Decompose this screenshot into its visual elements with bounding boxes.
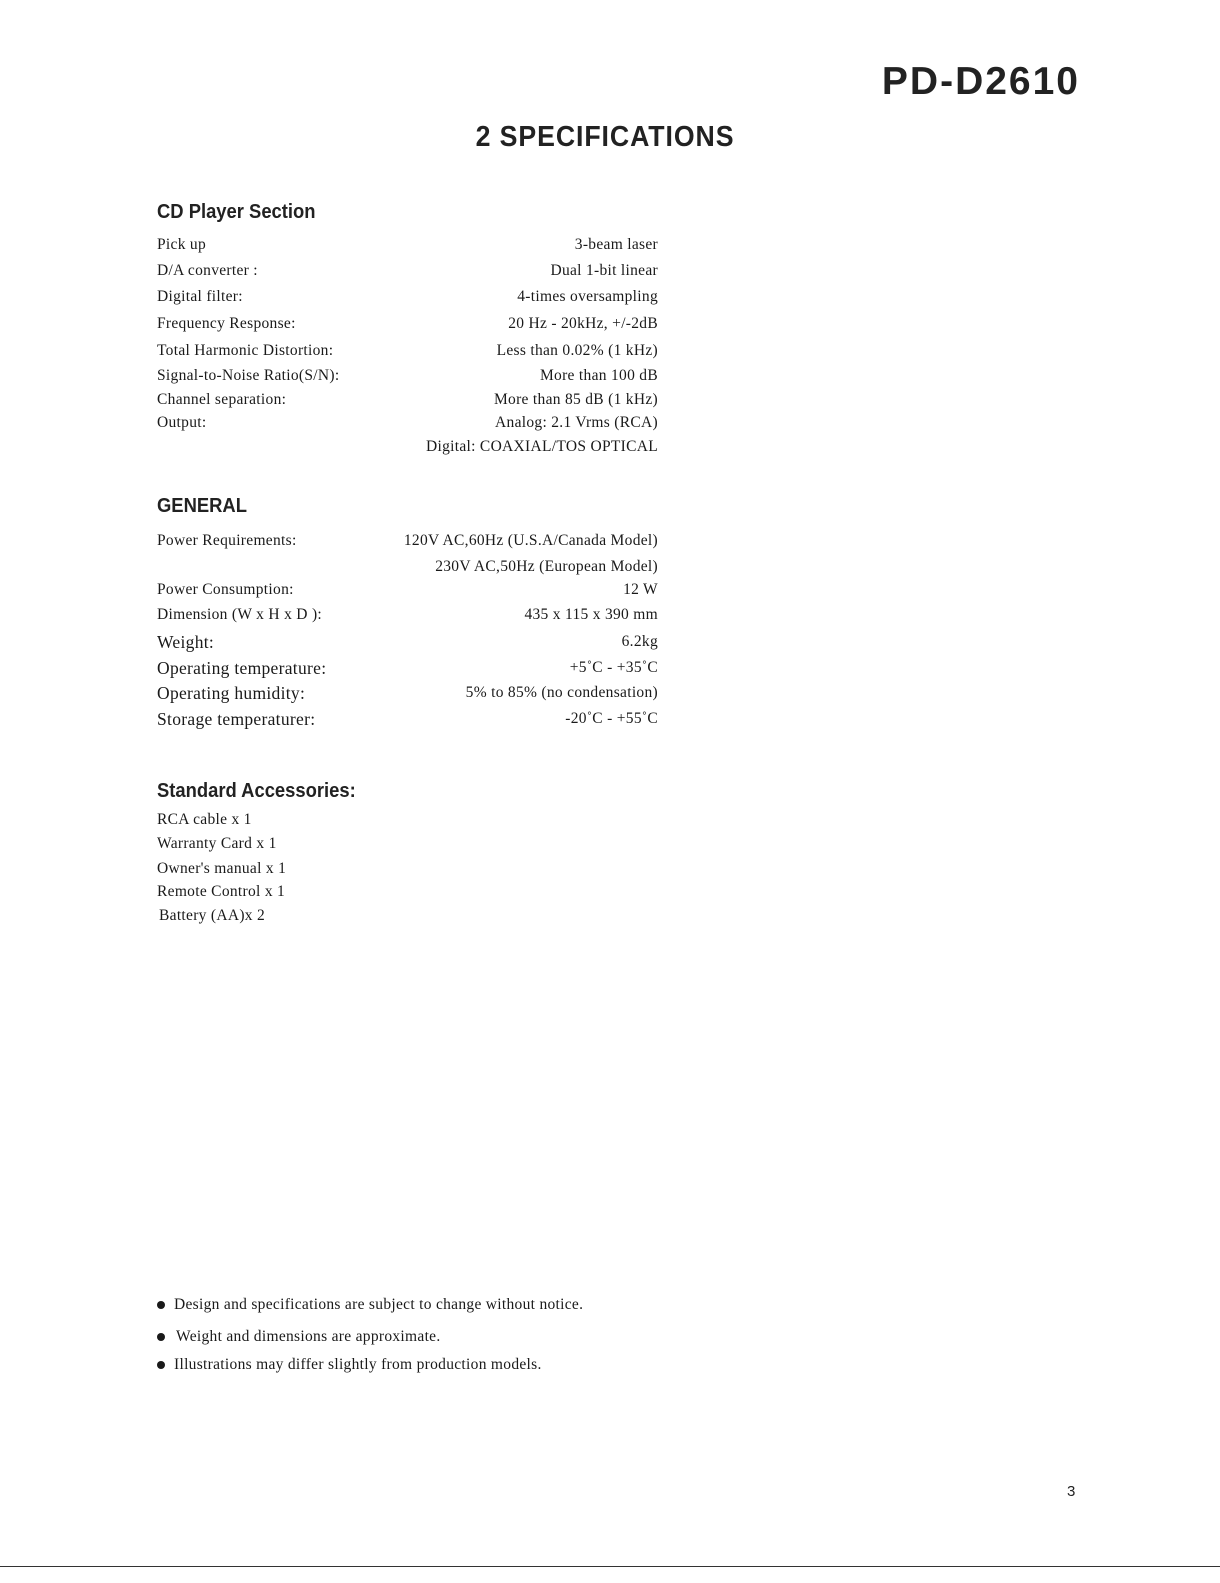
accessories-section-title: Standard Accessories: [157, 780, 356, 802]
spec-label: Channel separation: [157, 391, 287, 408]
spec-label: Digital filter: [157, 288, 243, 305]
spec-row-power-requirements [157, 532, 658, 554]
spec-row-thd [157, 342, 658, 364]
spec-value: 5% to 85% (no condensation) [465, 684, 658, 701]
spec-value: -20˚C - +55˚C [565, 710, 658, 727]
spec-row-storage-temperature [157, 709, 658, 731]
spec-value: 120V AC,60Hz (U.S.A/Canada Model) [403, 532, 658, 549]
spec-label: Operating temperature: [157, 658, 327, 678]
note-text: Illustrations may differ slightly from production models. [174, 1356, 542, 1373]
page-number: 3 [1067, 1483, 1076, 1500]
spec-label: Frequency Response: [157, 315, 296, 332]
spec-row-output-digital [157, 438, 658, 460]
spec-row-operating-temperature [157, 658, 658, 680]
spec-row-digital-filter [157, 288, 658, 310]
spec-value: 230V AC,50Hz (European Model) [435, 558, 658, 575]
spec-value: 435 x 115 x 390 mm [524, 606, 658, 623]
spec-row-snr [157, 367, 658, 389]
spec-label: Output: [157, 414, 207, 431]
spec-value: +5˚C - +35˚C [569, 659, 658, 676]
bullet-icon [157, 1361, 165, 1369]
spec-row-output [157, 414, 658, 436]
note-item [157, 1356, 542, 1374]
spec-value: 6.2kg [621, 633, 658, 650]
spec-value: More than 100 dB [539, 367, 658, 384]
spec-row-operating-humidity [157, 683, 658, 705]
spec-label: Dimension (W x H x D ): [157, 606, 323, 623]
spec-value: 20 Hz - 20kHz, +/-2dB [508, 315, 658, 332]
spec-label: Weight: [157, 632, 215, 652]
spec-label: D/A converter : [157, 262, 258, 279]
spec-label: Pick up [157, 236, 207, 253]
general-section-title: GENERAL [157, 495, 247, 517]
model-number: PD-D2610 [881, 60, 1080, 103]
spec-value: 12 W [623, 581, 658, 598]
spec-label: Power Requirements: [157, 532, 297, 549]
spec-row-dimension [157, 606, 658, 628]
spec-row-channel-separation [157, 391, 658, 413]
spec-value: 3-beam laser [574, 236, 658, 253]
spec-label: Total Harmonic Distortion: [157, 342, 334, 359]
spec-value: Dual 1-bit linear [550, 262, 658, 279]
spec-label: Operating humidity: [157, 683, 306, 703]
spec-label: Power Consumption: [157, 581, 294, 598]
spec-value: Analog: 2.1 Vrms (RCA) [495, 414, 658, 431]
note-item [157, 1296, 583, 1314]
accessory-item: Owner's manual x 1 [157, 860, 287, 877]
accessory-item: RCA cable x 1 [157, 811, 252, 828]
spec-value: Less than 0.02% (1 kHz) [496, 342, 658, 359]
spec-row-pickup [157, 236, 658, 258]
bullet-icon [157, 1301, 165, 1309]
note-item [157, 1328, 441, 1346]
spec-row-frequency-response [157, 315, 658, 337]
spec-value: 4-times oversampling [517, 288, 658, 305]
spec-value: More than 85 dB (1 kHz) [493, 391, 658, 408]
spec-label: Signal-to-Noise Ratio(S/N): [157, 367, 340, 384]
cd-section-title: CD Player Section [157, 201, 316, 223]
accessory-item: Battery (AA)x 2 [159, 907, 266, 924]
note-text: Weight and dimensions are approximate. [176, 1328, 441, 1345]
bottom-divider [0, 1566, 1220, 1567]
accessory-item: Remote Control x 1 [157, 883, 286, 900]
spec-row-power-requirements-eu [157, 558, 658, 580]
spec-row-da-converter [157, 262, 658, 284]
note-text: Design and specifications are subject to change without notice. [174, 1296, 584, 1313]
accessory-item: Warranty Card x 1 [157, 835, 277, 852]
page-title: 2 SPECIFICATIONS [475, 121, 735, 153]
spec-value: Digital: COAXIAL/TOS OPTICAL [426, 438, 658, 455]
spec-row-power-consumption [157, 581, 658, 603]
bullet-icon [157, 1333, 165, 1341]
spec-row-weight [157, 632, 658, 654]
spec-label: Storage temperaturer: [157, 709, 316, 729]
